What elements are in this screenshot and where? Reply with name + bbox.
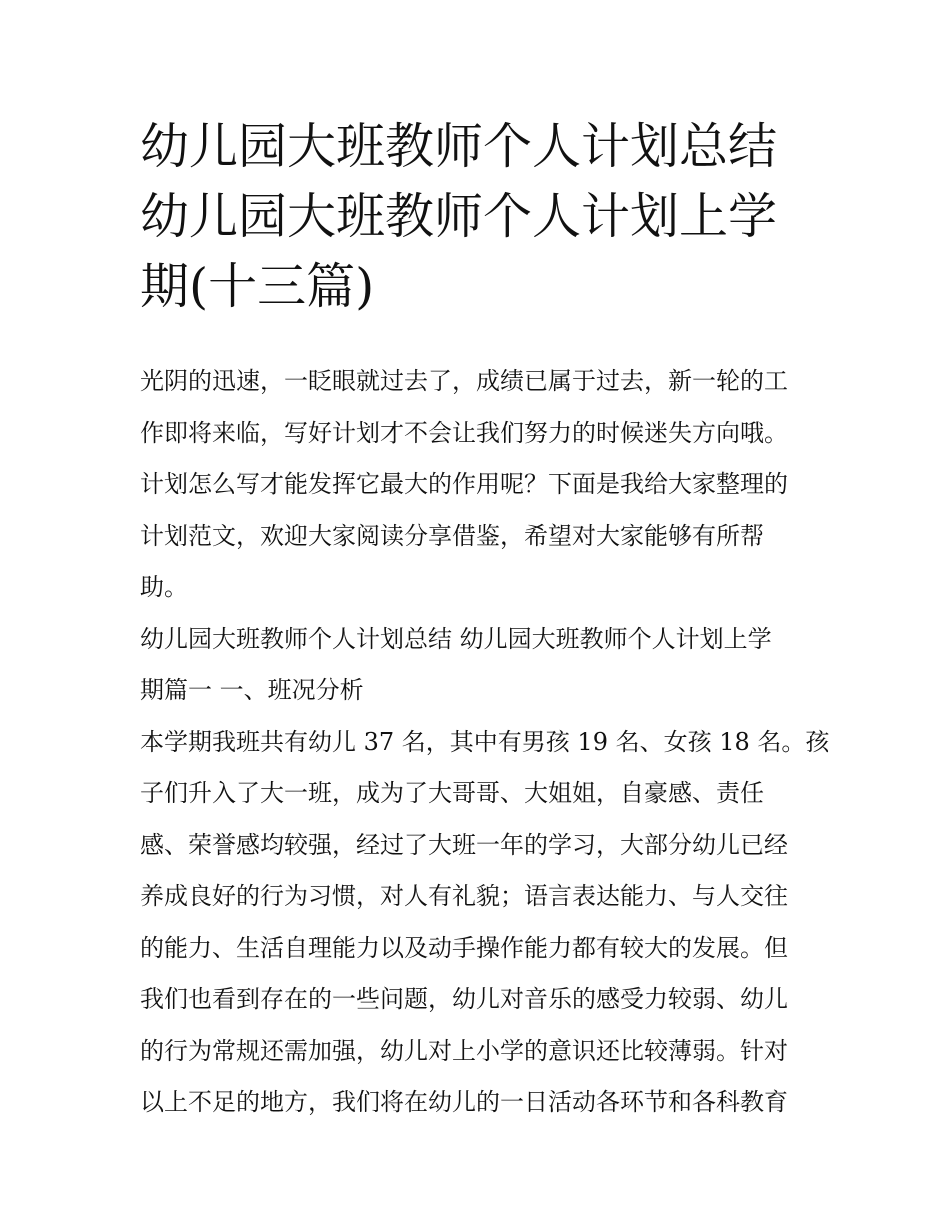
body-line: 我们也看到存在的一些问题，幼儿对音乐的感受力较弱、幼儿	[140, 985, 788, 1013]
document-title	[140, 112, 830, 322]
body-line: 助。	[140, 573, 188, 601]
section-heading-line: 幼儿园大班教师个人计划总结 幼儿园大班教师个人计划上学	[140, 624, 772, 653]
body-line: 作即将来临，写好计划才不会让我们努力的时候迷失方向哦。	[140, 418, 788, 447]
body-line: 的能力、生活自理能力以及动手操作能力都有较大的发展。但	[140, 933, 788, 962]
body-line: 以上不足的地方，我们将在幼儿的一日活动各环节和各科教育	[140, 1088, 788, 1116]
body-line: 计划怎么写才能发挥它最大的作用呢？下面是我给大家整理的	[140, 470, 788, 498]
body-line: 本学期我班共有幼儿 37 名，其中有男孩 19 名、女孩 18 名。孩	[140, 727, 830, 756]
body-line: 计划范文，欢迎大家阅读分享借鉴，希望对大家能够有所帮	[140, 521, 764, 550]
body-line: 子们升入了大一班，成为了大哥哥、大姐姐，自豪感、责任	[140, 779, 764, 807]
title-line: 幼儿园大班教师个人计划上学	[140, 188, 778, 245]
document-body	[140, 356, 830, 1129]
title-line: 期(十三篇)	[140, 258, 375, 315]
title-line: 幼儿园大班教师个人计划总结	[140, 118, 778, 175]
section-heading-line: 期篇一 一、班况分析	[140, 676, 364, 704]
body-line: 光阴的迅速，一眨眼就过去了，成绩已属于过去，新一轮的工	[140, 367, 788, 395]
body-line: 养成良好的行为习惯，对人有礼貌；语言表达能力、与人交往	[140, 882, 788, 910]
body-line: 的行为常规还需加强，幼儿对上小学的意识还比较薄弱。针对	[140, 1036, 788, 1065]
body-line: 感、荣誉感均较强，经过了大班一年的学习，大部分幼儿已经	[140, 830, 788, 859]
